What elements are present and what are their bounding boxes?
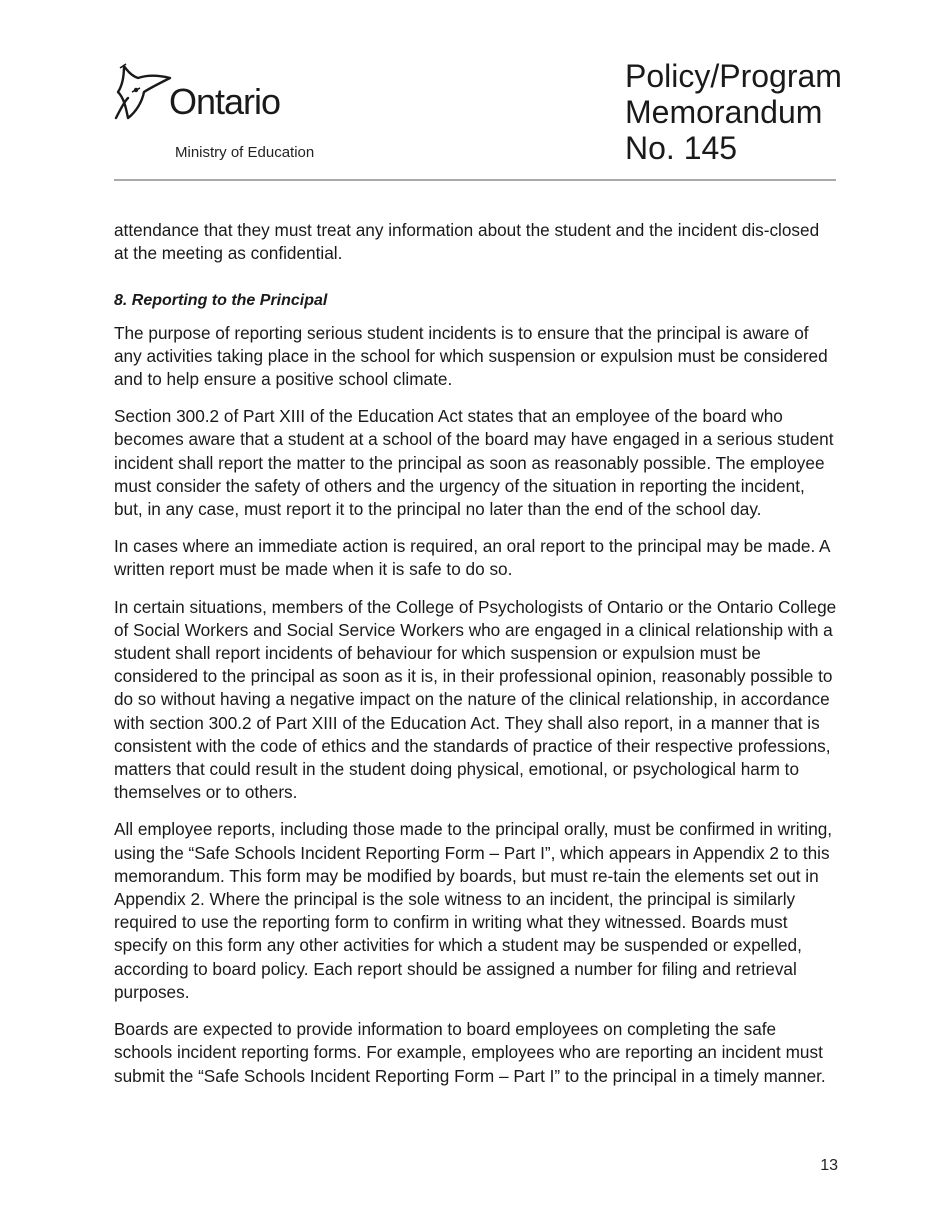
memo-title-line: No. 145 [625, 130, 738, 166]
intro-paragraph: attendance that they must treat any information about the student and the incident dis-closed at the meeting as confidential. [114, 220, 820, 264]
ontario-wordmark: Ontario [169, 81, 281, 122]
body-paragraph: In cases where an immediate action is required, an oral report to the principal may be made. A written report must be made when it is safe to do so. [114, 536, 830, 580]
body-paragraph: In certain situations, members of the College of Psychologists of Ontario or the Ontario College of Social Workers and Social Service Workers who are engaged in a clinical relationship with a student shall report incidents of behaviour for which suspension or expulsion must be considered to the principal as soon as it is, in their professional opinion, reasonably possible to do so without having a negative impact on the nature of the clinical relationship, in accordance with section 300.2 of Part XIII of the Education Act. They shall also report, in a manner that is consistent with the code of ethics and the standards of practice of their respective professions, matters that could result in the student doing physical, emotional, or psychological harm to themselves or to others. [114, 596, 837, 803]
document-body [114, 219, 838, 1102]
page-header [114, 56, 842, 182]
body-paragraph: Boards are expected to provide information to board employees on completing the safe schools incident reporting forms. For example, employees who are reporting an incident must submit the “Safe Schools Incident Reporting Form – Part I” to the principal in a timely manner. [114, 1019, 826, 1086]
section-heading: 8. Reporting to the Principal [114, 292, 328, 310]
header-divider [114, 179, 836, 181]
memo-title [625, 58, 842, 166]
trillium-logo-icon [114, 62, 176, 124]
memo-title-line: Policy/Program [625, 58, 842, 94]
body-paragraph: Section 300.2 of Part XIII of the Education Act states that an employee of the board who becomes aware that a student at a school of the board may have engaged in a serious student incident shall report the matter to the principal as soon as reasonably possible. The employee must consider the safety of others and the urgency of the situation in reporting the incident, but, in any case, must report it to the principal no later than the end of the school day. [114, 406, 834, 520]
body-paragraph: All employee reports, including those made to the principal orally, must be confirmed in writing, using the “Safe Schools Incident Reporting Form – Part I”, which appears in Appendix 2 to this memorandum. This form may be modified by boards, but must re-tain the elements set out in Appendix 2. Where the principal is the sole witness to an incident, the principal is similarly required to use the reporting form to confirm in writing what they witnessed. Boards must specify on this form any other activities for which a student may be suspended or expelled, according to board policy. Each report should be assigned a number for filing and retrieval purposes. [114, 819, 833, 1002]
ministry-name: Ministry of Education [175, 144, 315, 161]
page-number: 13 [820, 1157, 838, 1174]
body-paragraph: The purpose of reporting serious student incidents is to ensure that the principal is aware of any activities taking place in the school for which suspension or expulsion must be considered and to help ensure a positive school climate. [114, 322, 828, 390]
memo-title-line: Memorandum [625, 94, 823, 130]
